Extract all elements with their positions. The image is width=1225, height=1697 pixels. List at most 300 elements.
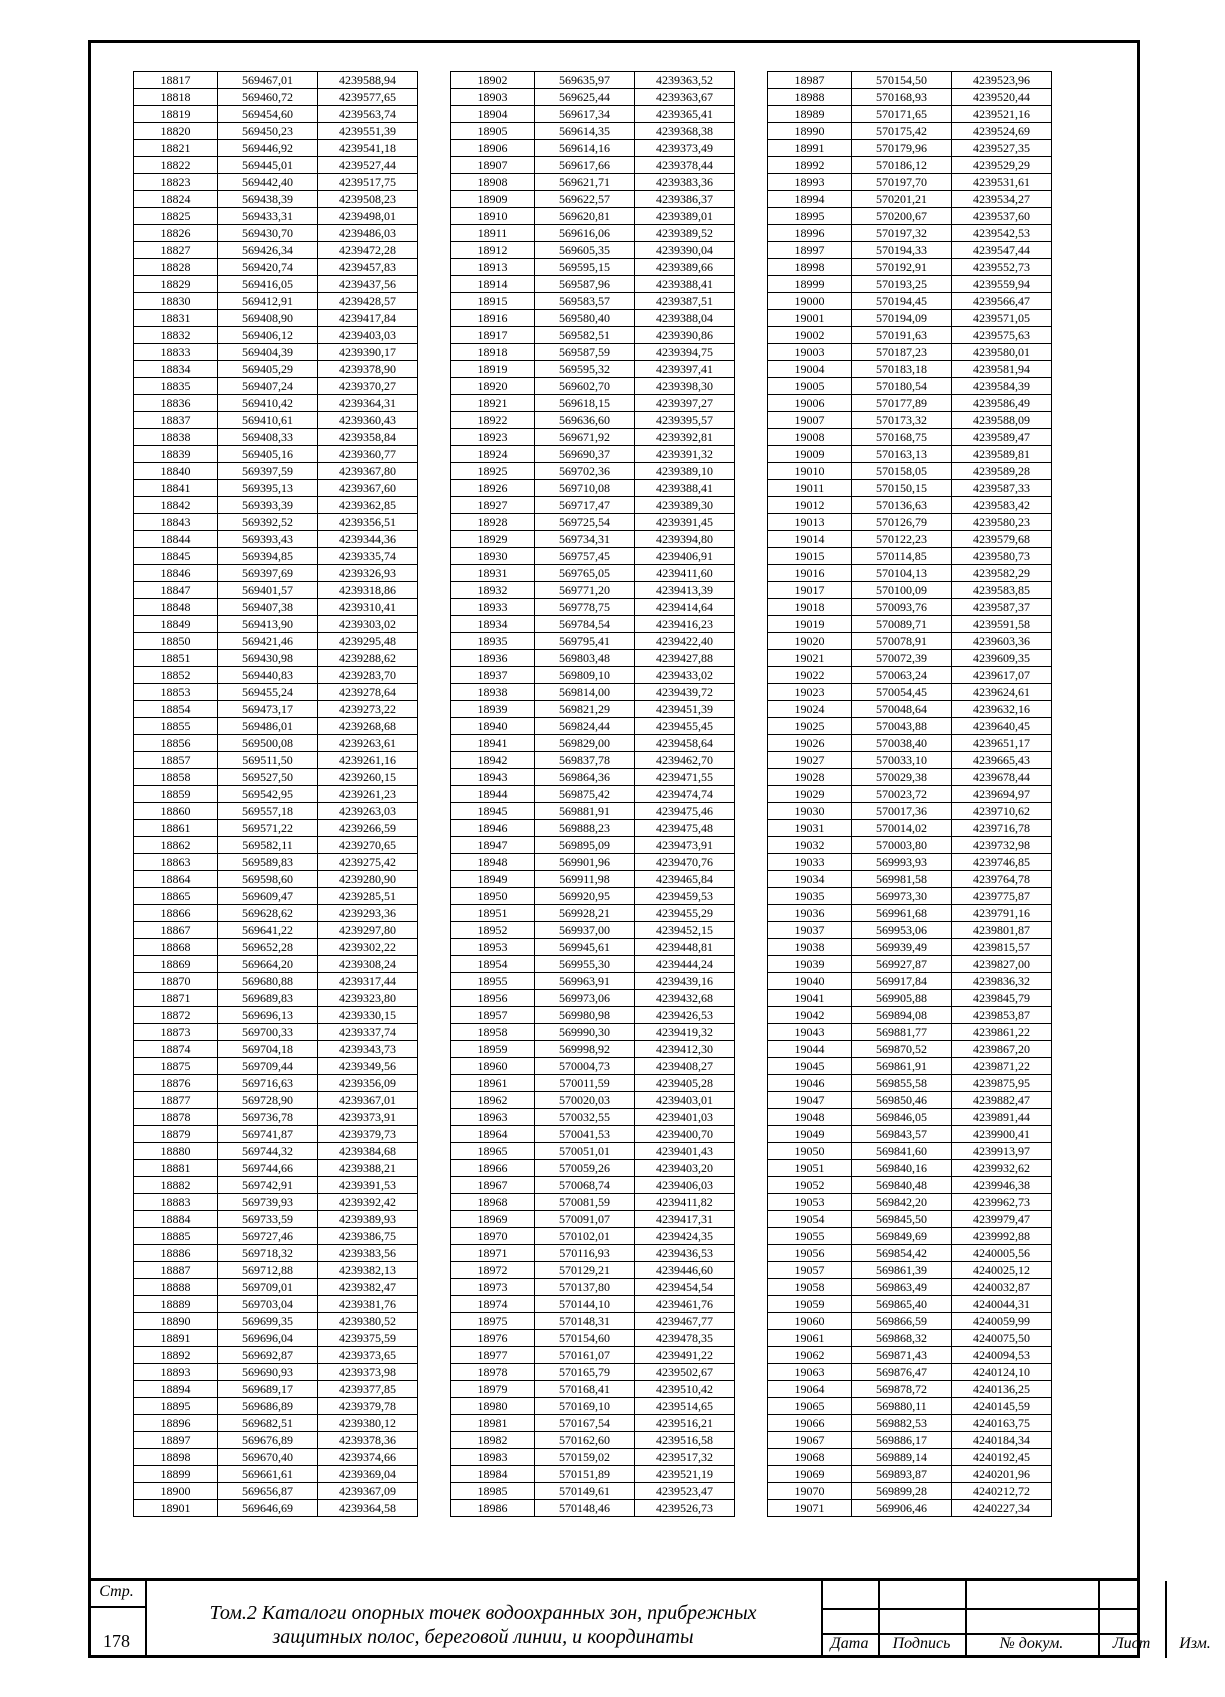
y-coordinate-cell: 4239367,01 [318, 1092, 418, 1109]
y-coordinate-cell: 4239266,59 [318, 820, 418, 837]
y-coordinate-cell: 4239275,42 [318, 854, 418, 871]
y-coordinate-cell: 4239417,84 [318, 310, 418, 327]
y-coordinate-cell: 4239356,51 [318, 514, 418, 531]
table-row [451, 140, 735, 157]
point-number-cell: 18840 [134, 463, 218, 480]
table-row [134, 956, 418, 973]
point-number-cell: 19052 [768, 1177, 852, 1194]
table-row [134, 752, 418, 769]
y-coordinate-cell: 4239575,63 [952, 327, 1052, 344]
title-block [88, 1578, 1211, 1658]
point-number-cell: 18838 [134, 429, 218, 446]
x-coordinate-cell: 570158,05 [852, 463, 952, 480]
y-coordinate-cell: 4239261,16 [318, 752, 418, 769]
y-coordinate-cell: 4239775,87 [952, 888, 1052, 905]
y-coordinate-cell: 4239791,16 [952, 905, 1052, 922]
point-number-cell: 19068 [768, 1449, 852, 1466]
y-coordinate-cell: 4239362,85 [318, 497, 418, 514]
x-coordinate-cell: 569404,39 [218, 344, 318, 361]
divider [821, 1608, 1140, 1610]
table-row [768, 888, 1052, 905]
table-row [768, 225, 1052, 242]
point-number-cell: 18999 [768, 276, 852, 293]
point-number-cell: 18939 [451, 701, 535, 718]
table-row [451, 225, 735, 242]
y-coordinate-cell: 4239979,47 [952, 1211, 1052, 1228]
point-number-cell: 18853 [134, 684, 218, 701]
point-number-cell: 18896 [134, 1415, 218, 1432]
table-row [768, 1449, 1052, 1466]
table-row [134, 1262, 418, 1279]
y-coordinate-cell: 4239426,53 [635, 1007, 735, 1024]
point-number-cell: 18920 [451, 378, 535, 395]
point-number-cell: 18906 [451, 140, 535, 157]
x-coordinate-cell: 570161,07 [535, 1347, 635, 1364]
x-coordinate-cell: 569455,24 [218, 684, 318, 701]
x-coordinate-cell: 570068,74 [535, 1177, 635, 1194]
table-row [451, 1143, 735, 1160]
y-coordinate-cell: 4239270,65 [318, 837, 418, 854]
y-coordinate-cell: 4239261,23 [318, 786, 418, 803]
point-number-cell: 18900 [134, 1483, 218, 1500]
table-row [451, 1415, 735, 1432]
table-row [451, 939, 735, 956]
point-number-cell: 18828 [134, 259, 218, 276]
table-row [768, 276, 1052, 293]
x-coordinate-cell: 570168,93 [852, 89, 952, 106]
table-row [451, 718, 735, 735]
table-row [134, 310, 418, 327]
point-number-cell: 18832 [134, 327, 218, 344]
table-row [134, 514, 418, 531]
y-coordinate-cell: 4239510,42 [635, 1381, 735, 1398]
y-coordinate-cell: 4239474,74 [635, 786, 735, 803]
y-coordinate-cell: 4239302,22 [318, 939, 418, 956]
point-number-cell: 18835 [134, 378, 218, 395]
point-number-cell: 18876 [134, 1075, 218, 1092]
table-row [134, 208, 418, 225]
x-coordinate-cell: 569407,24 [218, 378, 318, 395]
x-coordinate-cell: 569990,30 [535, 1024, 635, 1041]
point-number-cell: 19062 [768, 1347, 852, 1364]
x-coordinate-cell: 569614,16 [535, 140, 635, 157]
point-number-cell: 19033 [768, 854, 852, 871]
table-row [134, 667, 418, 684]
table-row [451, 786, 735, 803]
table-row [768, 310, 1052, 327]
table-row [134, 871, 418, 888]
x-coordinate-cell: 569617,34 [535, 106, 635, 123]
point-number-cell: 19064 [768, 1381, 852, 1398]
x-coordinate-cell: 569440,83 [218, 667, 318, 684]
table-row [451, 1500, 735, 1517]
point-number-cell: 18912 [451, 242, 535, 259]
y-coordinate-cell: 4239403,01 [635, 1092, 735, 1109]
point-number-cell: 18894 [134, 1381, 218, 1398]
header-doc-number: № докум. [999, 1635, 1064, 1652]
x-coordinate-cell: 569442,40 [218, 174, 318, 191]
table-row [768, 1092, 1052, 1109]
point-number-cell: 18915 [451, 293, 535, 310]
x-coordinate-cell: 569430,70 [218, 225, 318, 242]
x-coordinate-cell: 569784,54 [535, 616, 635, 633]
table-row [451, 395, 735, 412]
point-number-cell: 18927 [451, 497, 535, 514]
point-number-cell: 18888 [134, 1279, 218, 1296]
point-number-cell: 18960 [451, 1058, 535, 1075]
x-coordinate-cell: 570193,25 [852, 276, 952, 293]
table-row [134, 1109, 418, 1126]
point-number-cell: 18911 [451, 225, 535, 242]
y-coordinate-cell: 4239378,36 [318, 1432, 418, 1449]
point-number-cell: 18899 [134, 1466, 218, 1483]
x-coordinate-cell: 570163,13 [852, 446, 952, 463]
x-coordinate-cell: 569778,75 [535, 599, 635, 616]
x-coordinate-cell: 569486,01 [218, 718, 318, 735]
table-row [134, 1364, 418, 1381]
y-coordinate-cell: 4239891,44 [952, 1109, 1052, 1126]
x-coordinate-cell: 570162,60 [535, 1432, 635, 1449]
x-coordinate-cell: 569905,88 [852, 990, 952, 1007]
x-coordinate-cell: 569855,58 [852, 1075, 952, 1092]
y-coordinate-cell: 4239526,73 [635, 1500, 735, 1517]
x-coordinate-cell: 569709,01 [218, 1279, 318, 1296]
y-coordinate-cell: 4239391,32 [635, 446, 735, 463]
point-number-cell: 18947 [451, 837, 535, 854]
table-row [768, 463, 1052, 480]
y-coordinate-cell: 4240094,53 [952, 1347, 1052, 1364]
table-row [451, 293, 735, 310]
table-row [451, 1483, 735, 1500]
y-coordinate-cell: 4239517,32 [635, 1449, 735, 1466]
y-coordinate-cell: 4240212,72 [952, 1483, 1052, 1500]
table-row [451, 1381, 735, 1398]
y-coordinate-cell: 4239587,37 [952, 599, 1052, 616]
x-coordinate-cell: 569734,31 [535, 531, 635, 548]
point-number-cell: 19031 [768, 820, 852, 837]
y-coordinate-cell: 4239589,28 [952, 463, 1052, 480]
y-coordinate-cell: 4239589,81 [952, 446, 1052, 463]
x-coordinate-cell: 569901,96 [535, 854, 635, 871]
y-coordinate-cell: 4239875,95 [952, 1075, 1052, 1092]
table-row [768, 1024, 1052, 1041]
y-coordinate-cell: 4240005,56 [952, 1245, 1052, 1262]
table-row [134, 1058, 418, 1075]
y-coordinate-cell: 4239433,02 [635, 667, 735, 684]
x-coordinate-cell: 569433,31 [218, 208, 318, 225]
table-row [451, 599, 735, 616]
y-coordinate-cell: 4239378,44 [635, 157, 735, 174]
x-coordinate-cell: 569703,04 [218, 1296, 318, 1313]
point-number-cell: 19025 [768, 718, 852, 735]
x-coordinate-cell: 570136,63 [852, 497, 952, 514]
table-row [768, 854, 1052, 871]
table-row [451, 1160, 735, 1177]
point-number-cell: 18962 [451, 1092, 535, 1109]
x-coordinate-cell: 570033,10 [852, 752, 952, 769]
table-row [768, 1262, 1052, 1279]
point-number-cell: 18942 [451, 752, 535, 769]
point-number-cell: 19042 [768, 1007, 852, 1024]
x-coordinate-cell: 569661,61 [218, 1466, 318, 1483]
table-row [134, 1279, 418, 1296]
y-coordinate-cell: 4239454,54 [635, 1279, 735, 1296]
point-number-cell: 18923 [451, 429, 535, 446]
y-coordinate-cell: 4239373,98 [318, 1364, 418, 1381]
point-number-cell: 19006 [768, 395, 852, 412]
y-coordinate-cell: 4240227,34 [952, 1500, 1052, 1517]
y-coordinate-cell: 4239317,44 [318, 973, 418, 990]
point-number-cell: 18903 [451, 89, 535, 106]
x-coordinate-cell: 569849,69 [852, 1228, 952, 1245]
y-coordinate-cell: 4239368,38 [635, 123, 735, 140]
point-number-cell: 19065 [768, 1398, 852, 1415]
table-row [134, 684, 418, 701]
table-row [451, 667, 735, 684]
x-coordinate-cell: 569744,66 [218, 1160, 318, 1177]
table-row [768, 820, 1052, 837]
x-coordinate-cell: 570179,96 [852, 140, 952, 157]
table-row [768, 871, 1052, 888]
point-number-cell: 18977 [451, 1347, 535, 1364]
table-row [451, 1466, 735, 1483]
point-number-cell: 18860 [134, 803, 218, 820]
x-coordinate-cell: 570122,23 [852, 531, 952, 548]
point-number-cell: 18996 [768, 225, 852, 242]
x-coordinate-cell: 569410,61 [218, 412, 318, 429]
x-coordinate-cell: 569837,78 [535, 752, 635, 769]
x-coordinate-cell: 569998,92 [535, 1041, 635, 1058]
table-row [134, 1466, 418, 1483]
x-coordinate-cell: 569757,45 [535, 548, 635, 565]
point-number-cell: 19011 [768, 480, 852, 497]
point-number-cell: 19063 [768, 1364, 852, 1381]
y-coordinate-cell: 4239508,23 [318, 191, 418, 208]
point-number-cell: 18822 [134, 157, 218, 174]
table-row [451, 956, 735, 973]
y-coordinate-cell: 4239386,37 [635, 191, 735, 208]
point-number-cell: 18909 [451, 191, 535, 208]
table-row [134, 429, 418, 446]
y-coordinate-cell: 4239446,60 [635, 1262, 735, 1279]
y-coordinate-cell: 4239571,05 [952, 310, 1052, 327]
point-number-cell: 19061 [768, 1330, 852, 1347]
point-number-cell: 18976 [451, 1330, 535, 1347]
point-number-cell: 18997 [768, 242, 852, 259]
x-coordinate-cell: 570169,10 [535, 1398, 635, 1415]
point-number-cell: 18965 [451, 1143, 535, 1160]
table-row [768, 1296, 1052, 1313]
x-coordinate-cell: 570183,18 [852, 361, 952, 378]
table-row [451, 1041, 735, 1058]
table-row [451, 1024, 735, 1041]
table-row [768, 1432, 1052, 1449]
table-row [451, 1194, 735, 1211]
table-row [451, 1262, 735, 1279]
table-row [451, 208, 735, 225]
point-number-cell: 18922 [451, 412, 535, 429]
point-number-cell: 18843 [134, 514, 218, 531]
y-coordinate-cell: 4239587,33 [952, 480, 1052, 497]
point-number-cell: 18846 [134, 565, 218, 582]
point-number-cell: 18991 [768, 140, 852, 157]
table-row [451, 123, 735, 140]
y-coordinate-cell: 4239273,22 [318, 701, 418, 718]
point-number-cell: 18875 [134, 1058, 218, 1075]
x-coordinate-cell: 569702,36 [535, 463, 635, 480]
table-row [451, 106, 735, 123]
point-number-cell: 19019 [768, 616, 852, 633]
x-coordinate-cell: 570180,54 [852, 378, 952, 395]
y-coordinate-cell: 4239382,47 [318, 1279, 418, 1296]
y-coordinate-cell: 4240201,96 [952, 1466, 1052, 1483]
y-coordinate-cell: 4239432,68 [635, 990, 735, 1007]
y-coordinate-cell: 4239710,62 [952, 803, 1052, 820]
x-coordinate-cell: 569939,49 [852, 939, 952, 956]
point-number-cell: 18910 [451, 208, 535, 225]
x-coordinate-cell: 569928,21 [535, 905, 635, 922]
point-number-cell: 18851 [134, 650, 218, 667]
y-coordinate-cell: 4239478,35 [635, 1330, 735, 1347]
point-number-cell: 18957 [451, 1007, 535, 1024]
point-number-cell: 18993 [768, 174, 852, 191]
y-coordinate-cell: 4239524,69 [952, 123, 1052, 140]
x-coordinate-cell: 569886,17 [852, 1432, 952, 1449]
x-coordinate-cell: 569863,49 [852, 1279, 952, 1296]
point-number-cell: 18921 [451, 395, 535, 412]
y-coordinate-cell: 4239280,90 [318, 871, 418, 888]
x-coordinate-cell: 569450,23 [218, 123, 318, 140]
x-coordinate-cell: 569670,40 [218, 1449, 318, 1466]
divider [88, 1606, 145, 1608]
point-number-cell: 18966 [451, 1160, 535, 1177]
y-coordinate-cell: 4239288,62 [318, 650, 418, 667]
point-number-cell: 18968 [451, 1194, 535, 1211]
y-coordinate-cell: 4239861,22 [952, 1024, 1052, 1041]
point-number-cell: 18839 [134, 446, 218, 463]
point-number-cell: 18916 [451, 310, 535, 327]
y-coordinate-cell: 4240145,59 [952, 1398, 1052, 1415]
y-coordinate-cell: 4239323,80 [318, 990, 418, 1007]
x-coordinate-cell: 569716,63 [218, 1075, 318, 1092]
y-coordinate-cell: 4239378,90 [318, 361, 418, 378]
point-number-cell: 18871 [134, 990, 218, 1007]
x-coordinate-cell: 569682,51 [218, 1415, 318, 1432]
y-coordinate-cell: 4239651,17 [952, 735, 1052, 752]
x-coordinate-cell: 569397,59 [218, 463, 318, 480]
x-coordinate-cell: 570032,55 [535, 1109, 635, 1126]
x-coordinate-cell: 569696,13 [218, 1007, 318, 1024]
y-coordinate-cell: 4239580,73 [952, 548, 1052, 565]
table-row [134, 72, 418, 89]
y-coordinate-cell: 4240044,31 [952, 1296, 1052, 1313]
table-row [451, 276, 735, 293]
x-coordinate-cell: 569889,14 [852, 1449, 952, 1466]
table-row [768, 990, 1052, 1007]
table-row [768, 1330, 1052, 1347]
x-coordinate-cell: 569595,32 [535, 361, 635, 378]
x-coordinate-cell: 569861,91 [852, 1058, 952, 1075]
y-coordinate-cell: 4239349,56 [318, 1058, 418, 1075]
point-number-cell: 18893 [134, 1364, 218, 1381]
point-number-cell: 18873 [134, 1024, 218, 1041]
point-number-cell: 18981 [451, 1415, 535, 1432]
y-coordinate-cell: 4239389,93 [318, 1211, 418, 1228]
point-number-cell: 19015 [768, 548, 852, 565]
table-row [134, 1228, 418, 1245]
y-coordinate-cell: 4239268,68 [318, 718, 418, 735]
table-row [134, 1330, 418, 1347]
point-number-cell: 19002 [768, 327, 852, 344]
table-row [134, 123, 418, 140]
table-row [134, 701, 418, 718]
point-number-cell: 18994 [768, 191, 852, 208]
table-row [134, 1415, 418, 1432]
y-coordinate-cell: 4240059,99 [952, 1313, 1052, 1330]
x-coordinate-cell: 570187,23 [852, 344, 952, 361]
y-coordinate-cell: 4239529,29 [952, 157, 1052, 174]
x-coordinate-cell: 569973,30 [852, 888, 952, 905]
point-number-cell: 18929 [451, 531, 535, 548]
point-number-cell: 19028 [768, 769, 852, 786]
point-number-cell: 19036 [768, 905, 852, 922]
table-row [768, 1347, 1052, 1364]
point-number-cell: 18934 [451, 616, 535, 633]
table-row [451, 616, 735, 633]
table-row [134, 854, 418, 871]
y-coordinate-cell: 4239517,75 [318, 174, 418, 191]
point-number-cell: 19059 [768, 1296, 852, 1313]
table-row [451, 514, 735, 531]
y-coordinate-cell: 4239388,04 [635, 310, 735, 327]
point-number-cell: 19010 [768, 463, 852, 480]
y-coordinate-cell: 4239827,00 [952, 956, 1052, 973]
point-number-cell: 18868 [134, 939, 218, 956]
y-coordinate-cell: 4240075,50 [952, 1330, 1052, 1347]
point-number-cell: 18889 [134, 1296, 218, 1313]
point-number-cell: 18847 [134, 582, 218, 599]
point-number-cell: 18954 [451, 956, 535, 973]
point-number-cell: 18842 [134, 497, 218, 514]
table-row [768, 1143, 1052, 1160]
table-row [451, 89, 735, 106]
point-number-cell: 19032 [768, 837, 852, 854]
table-row [451, 1449, 735, 1466]
x-coordinate-cell: 569710,08 [535, 480, 635, 497]
table-row [768, 1398, 1052, 1415]
point-number-cell: 18926 [451, 480, 535, 497]
y-coordinate-cell: 4239465,84 [635, 871, 735, 888]
x-coordinate-cell: 569686,89 [218, 1398, 318, 1415]
point-number-cell: 18823 [134, 174, 218, 191]
point-number-cell: 18956 [451, 990, 535, 1007]
x-coordinate-cell: 569854,42 [852, 1245, 952, 1262]
table-row [451, 871, 735, 888]
table-row [768, 89, 1052, 106]
y-coordinate-cell: 4239815,57 [952, 939, 1052, 956]
table-row [768, 1245, 1052, 1262]
x-coordinate-cell: 569395,13 [218, 480, 318, 497]
table-row [768, 361, 1052, 378]
point-number-cell: 18837 [134, 412, 218, 429]
point-number-cell: 18848 [134, 599, 218, 616]
table-row [451, 769, 735, 786]
table-row [134, 1194, 418, 1211]
y-coordinate-cell: 4239581,94 [952, 361, 1052, 378]
y-coordinate-cell: 4239900,41 [952, 1126, 1052, 1143]
x-coordinate-cell: 569652,28 [218, 939, 318, 956]
table-row [768, 803, 1052, 820]
